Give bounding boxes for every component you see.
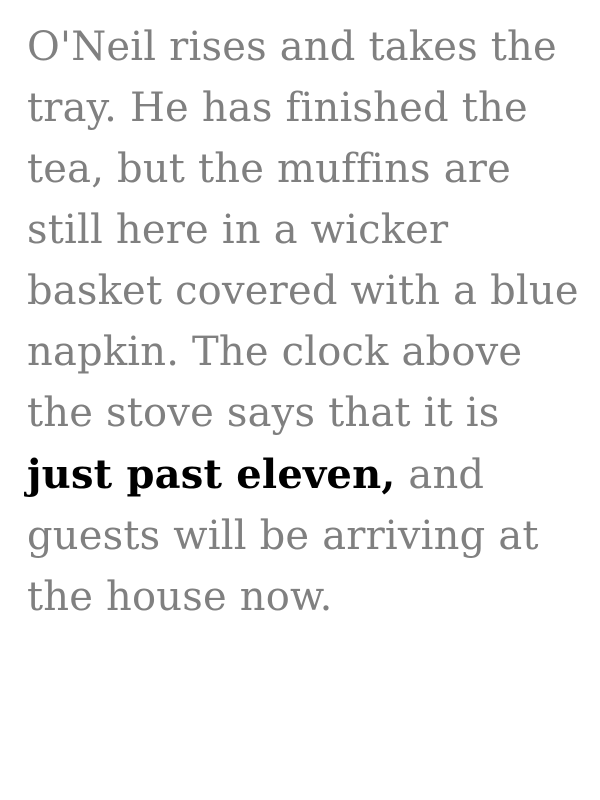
passage-text-before: O'Neil rises and takes the tray. He has finished the tea, but the muffins are still here in a wicker basket covered with a blue napkin. The clock above the stove says that it is [27,24,579,436]
story-passage [27,17,582,628]
passage-text-after: and guests will be arriving at the house now. [27,452,539,620]
passage-highlight: just past eleven, [27,451,396,498]
